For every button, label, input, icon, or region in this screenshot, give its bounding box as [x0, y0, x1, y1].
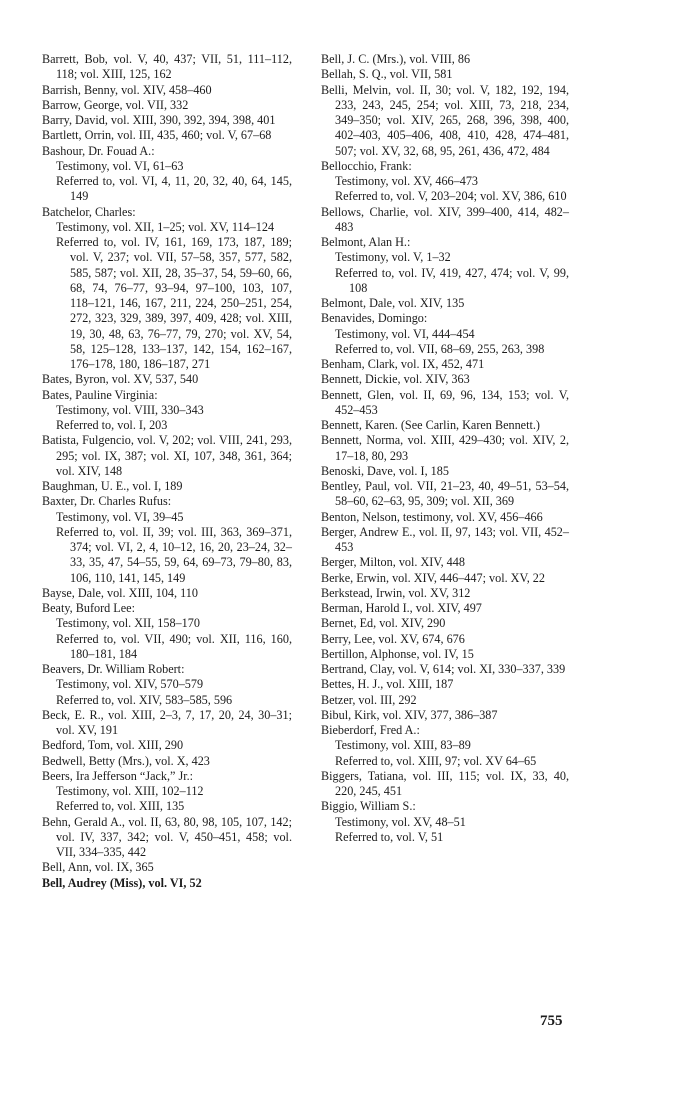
index-entry-text: Berry, Lee, vol. XV, 674, 676	[321, 631, 465, 646]
index-entry-text: Berkstead, Irwin, vol. XV, 312	[321, 585, 471, 600]
index-subentry: Referred to, vol. XIII, 135	[56, 799, 185, 814]
index-entry-text: Bieberdorf, Fred A.:	[321, 723, 420, 737]
index-entry	[321, 418, 569, 433]
index-entry	[42, 754, 292, 769]
index-entry-text: Bellah, S. Q., vol. VII, 581	[321, 67, 453, 82]
index-entry	[321, 159, 569, 174]
index-entry-text: Bentley, Paul, vol. VII, 21–23, 40, 49–51, 53–54, 58–60, 62–63, 95, 309; vol. XII, 369	[321, 479, 569, 509]
index-subentry: Testimony, vol. VI, 39–45	[56, 509, 184, 524]
index-entry	[321, 723, 569, 738]
index-entry-text: Bedford, Tom, vol. XIII, 290	[42, 738, 184, 753]
index-entry-text: Belmont, Alan H.:	[321, 235, 411, 249]
index-entry	[321, 601, 569, 616]
index-subentry: Referred to, vol. II, 39; vol. III, 363, 369–371, 374; vol. VI, 2, 4, 10–12, 16, 20, 23–24, 32–33, 35, 47, 54–55, 59, 64, 69–73, 79–80, 83, 106, 110, 141, 145, 149	[56, 524, 292, 585]
index-entry	[42, 205, 292, 220]
index-subentry: Testimony, vol. XIII, 83–89	[335, 738, 471, 753]
index-subentry: Referred to, vol. V, 203–204; vol. XV, 386, 610	[335, 189, 567, 204]
index-column-right	[321, 52, 569, 845]
index-subentry: Referred to, vol. VII, 490; vol. XII, 116, 160, 180–181, 184	[56, 631, 292, 661]
index-entry	[42, 586, 292, 601]
index-subentry: Referred to, vol. VI, 4, 11, 20, 32, 40, 64, 145, 149	[56, 174, 292, 204]
index-entry-text: Bennett, Karen. (See Carlin, Karen Bennett.)	[321, 418, 540, 432]
index-entry	[321, 632, 569, 647]
index-entry-text: Bennett, Norma, vol. XIII, 429–430; vol. XIV, 2, 17–18, 80, 293	[321, 433, 569, 463]
index-entry-text: Beers, Ira Jefferson “Jack,” Jr.:	[42, 768, 194, 783]
index-entry	[321, 372, 569, 387]
index-entry-text: Biggers, Tatiana, vol. III, 115; vol. IX, 33, 40, 220, 245, 451	[321, 768, 569, 798]
index-entry	[42, 52, 292, 83]
index-entry-text: Bettes, H. J., vol. XIII, 187	[321, 677, 454, 692]
index-entry	[321, 647, 569, 662]
index-entry-text: Bell, J. C. (Mrs.), vol. VIII, 86	[321, 52, 471, 66]
index-subentry: Testimony, vol. XV, 466–473	[335, 174, 479, 188]
index-entry-text: Bibul, Kirk, vol. XIV, 377, 386–387	[321, 707, 498, 722]
index-entry	[42, 494, 292, 509]
index-entry	[42, 128, 292, 143]
index-entry	[321, 677, 569, 692]
index-entry	[42, 876, 292, 891]
index-entry-text: Bell, Audrey (Miss), vol. VI, 52	[42, 875, 202, 890]
index-entry-text: Belmont, Dale, vol. XIV, 135	[321, 296, 465, 310]
index-entry	[321, 479, 569, 510]
index-entry-text: Bayse, Dale, vol. XIII, 104, 110	[42, 585, 198, 600]
index-entry-text: Barrett, Bob, vol. V, 40, 437; VII, 51, 111–112, 118; vol. XIII, 125, 162	[42, 52, 292, 82]
index-entry-text: Berman, Harold I., vol. XIV, 497	[321, 601, 482, 615]
index-entry	[42, 662, 292, 677]
index-entry-text: Berke, Erwin, vol. XIV, 446–447; vol. XV, 22	[321, 570, 545, 585]
index-entry	[321, 388, 569, 419]
index-subentry: Testimony, vol. VI, 444–454	[335, 326, 475, 341]
index-subentry: Testimony, vol. V, 1–32	[335, 250, 451, 265]
index-entry-text: Bennett, Dickie, vol. XIV, 363	[321, 372, 470, 387]
index-entry	[321, 464, 569, 479]
index-entry-text: Beavers, Dr. William Robert:	[42, 662, 185, 676]
index-entry	[42, 708, 292, 739]
index-entry-text: Behn, Gerald A., vol. II, 63, 80, 98, 105, 107, 142; vol. IV, 337, 342; vol. V, 450–451, 458; vol. VII, 334–335, 442	[42, 814, 292, 859]
index-entry	[321, 616, 569, 631]
index-entry	[321, 662, 569, 677]
index-entry	[42, 769, 292, 784]
index-entry-text: Baughman, U. E., vol. I, 189	[42, 479, 183, 493]
index-entry	[321, 357, 569, 372]
index-entry-text: Barrish, Benny, vol. XIV, 458–460	[42, 82, 212, 97]
index-entry	[321, 586, 569, 601]
index-entry	[321, 311, 569, 326]
index-entry	[42, 98, 292, 113]
index-entry-text: Bennett, Glen, vol. II, 69, 96, 134, 153; vol. V, 452–453	[321, 387, 569, 417]
index-entry	[42, 388, 292, 403]
index-entry	[321, 433, 569, 464]
index-entry-text: Bellows, Charlie, vol. XIV, 399–400, 414, 482–483	[321, 204, 569, 234]
index-entry-text: Batchelor, Charles:	[42, 204, 136, 219]
index-subentry: Testimony, vol. VI, 61–63	[56, 158, 184, 173]
index-entry-text: Barrow, George, vol. VII, 332	[42, 97, 189, 112]
index-entry-text: Bedwell, Betty (Mrs.), vol. X, 423	[42, 753, 210, 768]
index-entry-text: Beck, E. R., vol. XIII, 2–3, 7, 17, 20, 24, 30–31; vol. XV, 191	[42, 707, 292, 737]
index-entry-text: Batista, Fulgencio, vol. V, 202; vol. VIII, 241, 293, 295; vol. IX, 387; vol. XI, 107, 348, 361, 364; vol. XIV, 148	[42, 433, 292, 478]
index-entry-text: Baxter, Dr. Charles Rufus:	[42, 494, 172, 509]
index-entry	[321, 83, 569, 159]
index-entry-text: Bernet, Ed, vol. XIV, 290	[321, 616, 446, 631]
index-subentry: Referred to, vol. IV, 419, 427, 474; vol. V, 99, 108	[335, 265, 569, 295]
index-entry	[321, 693, 569, 708]
index-entry	[321, 67, 569, 82]
index-subentry: Testimony, vol. XIII, 102–112	[56, 784, 204, 798]
index-entry-text: Beaty, Buford Lee:	[42, 601, 135, 615]
index-subentry: Referred to, vol. V, 51	[335, 829, 444, 844]
index-entry-text: Bates, Byron, vol. XV, 537, 540	[42, 372, 199, 387]
index-entry-text: Berger, Milton, vol. XIV, 448	[321, 555, 465, 570]
index-entry	[321, 52, 569, 67]
index-subentry: Referred to, vol. VII, 68–69, 255, 263, 398	[335, 341, 545, 356]
index-entry	[321, 205, 569, 236]
index-entry	[42, 479, 292, 494]
index-entry-text: Barry, David, vol. XIII, 390, 392, 394, 398, 401	[42, 113, 276, 127]
page-number: 755	[540, 1013, 563, 1029]
index-subentry: Testimony, vol. XII, 1–25; vol. XV, 114–124	[56, 219, 275, 234]
index-subentry: Referred to, vol. I, 203	[56, 418, 168, 432]
index-entry	[42, 144, 292, 159]
index-entry	[321, 769, 569, 800]
index-entry	[42, 738, 292, 753]
index-column-left	[42, 52, 292, 891]
index-entry-text: Bartlett, Orrin, vol. III, 435, 460; vol. V, 67–68	[42, 128, 272, 143]
index-subentry: Testimony, vol. XIV, 570–579	[56, 677, 204, 692]
index-entry	[42, 815, 292, 861]
index-entry-text: Benton, Nelson, testimony, vol. XV, 456–466	[321, 509, 543, 524]
index-entry	[321, 555, 569, 570]
index-entry	[321, 799, 569, 814]
index-entry-text: Biggio, William S.:	[321, 799, 416, 814]
index-entry-text: Betzer, vol. III, 292	[321, 692, 417, 707]
index-entry-text: Berger, Andrew E., vol. II, 97, 143; vol. VII, 452–453	[321, 524, 569, 554]
index-entry	[42, 372, 292, 387]
index-entry	[42, 433, 292, 479]
index-entry	[42, 601, 292, 616]
index-entry-text: Bellocchio, Frank:	[321, 158, 412, 173]
index-entry-text: Benham, Clark, vol. IX, 452, 471	[321, 357, 485, 371]
index-entry	[321, 235, 569, 250]
index-entry-text: Benavides, Domingo:	[321, 311, 428, 326]
index-entry	[321, 708, 569, 723]
index-entry	[321, 510, 569, 525]
index-entry-text: Bates, Pauline Virginia:	[42, 387, 158, 402]
index-subentry: Testimony, vol. VIII, 330–343	[56, 402, 204, 417]
index-entry-text: Bertillon, Alphonse, vol. IV, 15	[321, 646, 474, 661]
index-subentry: Testimony, vol. XV, 48–51	[335, 814, 466, 829]
index-entry-text: Bashour, Dr. Fouad A.:	[42, 143, 155, 158]
index-entry-text: Bell, Ann, vol. IX, 365	[42, 860, 154, 875]
index-entry-text: Benoski, Dave, vol. I, 185	[321, 463, 449, 478]
index-entry-text: Belli, Melvin, vol. II, 30; vol. V, 182, 192, 194, 233, 243, 245, 254; vol. XIII, 73, 218, 234, 349–350; vol. XIV, 265, 268, 396, 398, 400, 402–403, 405–406, 408, 410, 428, 474–481, 507; vol. XV, 32, 68, 95, 261, 436, 472, 484	[321, 82, 569, 158]
index-entry	[42, 113, 292, 128]
index-subentry: Referred to, vol. IV, 161, 169, 173, 187, 189; vol. V, 237; vol. VII, 57–58, 357, 577, 582, 585, 587; vol. XII, 28, 35–37, 54, 59–60, 66, 68, 74, 76–77, 93–94, 97–100, 103, 107, 118–121, 146, 167, 211, 224, 250–251, 254, 272, 323, 329, 389, 397, 409, 428; vol. XIII, 19, 30, 48, 63, 76–77, 79, 270; vol. XV, 54, 58, 125–128, 133–137, 142, 154, 162–167, 176–178, 180, 186–187, 271	[56, 235, 292, 371]
index-entry	[42, 860, 292, 875]
index-entry	[321, 525, 569, 556]
index-entry	[321, 296, 569, 311]
index-entry-text: Bertrand, Clay, vol. V, 614; vol. XI, 330–337, 339	[321, 662, 566, 676]
index-entry	[321, 571, 569, 586]
index-subentry: Referred to, vol. XIV, 583–585, 596	[56, 692, 233, 707]
index-subentry: Referred to, vol. XIII, 97; vol. XV 64–65	[335, 753, 537, 768]
index-subentry: Testimony, vol. XII, 158–170	[56, 616, 200, 631]
index-entry	[42, 83, 292, 98]
